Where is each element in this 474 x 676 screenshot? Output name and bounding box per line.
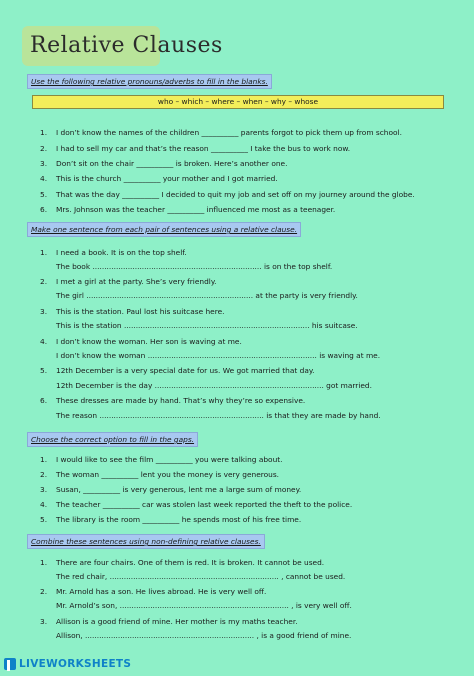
answer-line: The red chair, ........................................................................ , cannot be used.	[56, 572, 346, 581]
answer-line: I don’t know the woman ........................................................................ is waving at me.	[56, 351, 381, 360]
list-item: 1. There are four chairs. One of them is red. It is broken. It cannot be used.	[40, 558, 325, 567]
list-item: 1. I would like to see the film __________ you were talking about.	[40, 455, 283, 464]
list-item: 2. Mr. Arnold has a son. He lives abroad. He is very well off.	[40, 587, 267, 596]
answer-line: The book ........................................................................ is on the top shelf.	[56, 262, 333, 271]
answer-line: Allison, ........................................................................ , is a good friend of mine.	[56, 631, 352, 640]
list-item: 3. This is the station. Paul lost his suitcase here.	[40, 307, 225, 316]
liveworksheets-icon	[4, 658, 16, 670]
word-bank: who – which – where – when – why – whose	[32, 95, 444, 109]
list-item: 3. Don’t sit on the chair __________ is broken. Here’s another one.	[40, 159, 288, 168]
list-item: 3. Susan, __________ is very generous, lent me a large sum of money.	[40, 485, 302, 494]
list-item: 1. I don’t know the names of the children __________ parents forgot to pick them up from school.	[40, 128, 402, 137]
answer-line: Mr. Arnold’s son, ........................................................................ , is very well off.	[56, 601, 352, 610]
answer-line: The girl ....................................................................... at the party is very friendly.	[56, 291, 358, 300]
answer-line: The reason ...................................................................... is that they are made by hand.	[56, 411, 381, 420]
list-item: 6. These dresses are made by hand. That’s why they’re so expensive.	[40, 396, 306, 405]
section3-instruction: Choose the correct option to fill in the gaps.	[27, 432, 198, 447]
answer-line: 12th December is the day ........................................................................ got married.	[56, 381, 372, 390]
page-title: Relative Clauses	[30, 33, 223, 58]
list-item: 1. I need a book. It is on the top shelf.	[40, 248, 187, 257]
list-item: 4. I don’t know the woman. Her son is waving at me.	[40, 337, 242, 346]
list-item: 5. That was the day __________ I decided to quit my job and set off on my journey around the globe.	[40, 190, 415, 199]
list-item: 6. Mrs. Johnson was the teacher __________ influenced me most as a teenager.	[40, 205, 336, 214]
section2-instruction: Make one sentence from each pair of sentences using a relative clause.	[27, 222, 301, 237]
section1-instruction: Use the following relative pronouns/adverbs to fill in the blanks.	[27, 74, 272, 89]
list-item: 2. The woman __________ lent you the money is very generous.	[40, 470, 280, 479]
brand-name: LIVEWORKSHEETS	[19, 658, 132, 670]
answer-line: This is the station ............................................................................... his suitcase.	[56, 321, 358, 330]
list-item: 2. I had to sell my car and that’s the reason __________ I take the bus to work now.	[40, 144, 351, 153]
liveworksheets-logo[interactable]	[4, 656, 131, 672]
section4-instruction: Combine these sentences using non-defining relative clauses.	[27, 534, 265, 549]
list-item: 4. The teacher __________ car was stolen last week reported the theft to the police.	[40, 500, 353, 509]
list-item: 2. I met a girl at the party. She’s very friendly.	[40, 277, 217, 286]
list-item: 5. 12th December is a very special date for us. We got married that day.	[40, 366, 315, 375]
list-item: 5. The library is the room __________ he spends most of his free time.	[40, 515, 302, 524]
list-item: 3. Allison is a good friend of mine. Her mother is my maths teacher.	[40, 617, 298, 626]
list-item: 4. This is the church __________ your mother and I got married.	[40, 174, 278, 183]
